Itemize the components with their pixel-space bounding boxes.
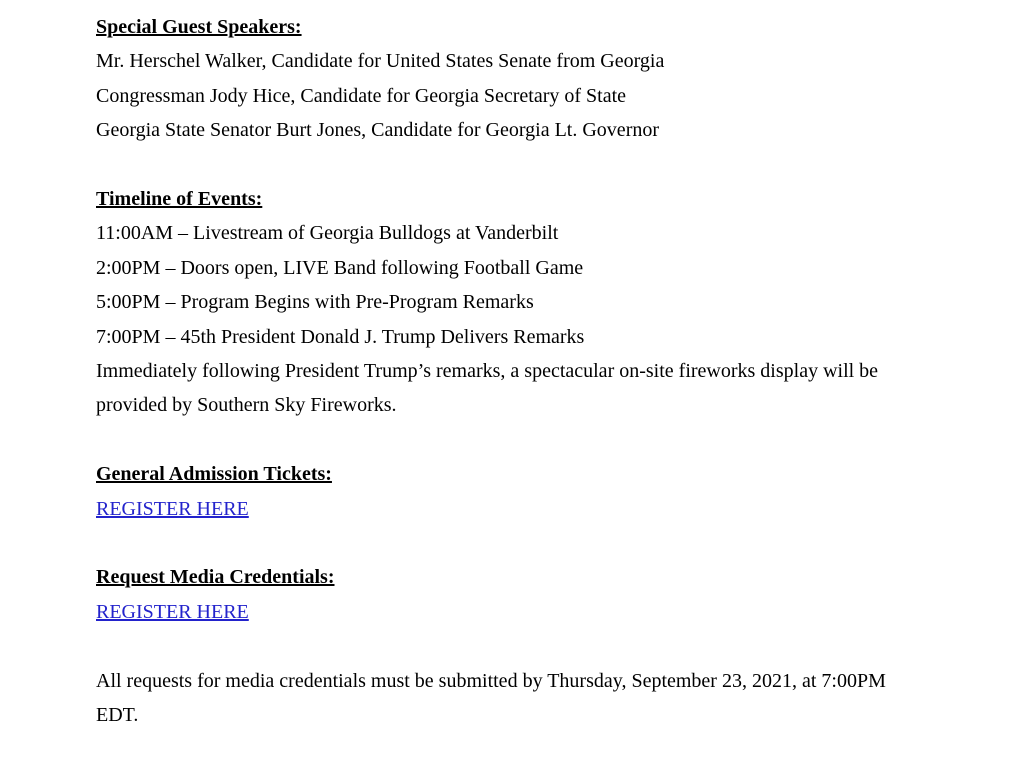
speaker-line: Georgia State Senator Burt Jones, Candidate for Georgia Lt. Governor [96, 119, 660, 142]
timeline-line: 7:00PM – 45th President Donald J. Trump Delivers Remarks [96, 325, 585, 348]
media-heading: Request Media Credentials: [96, 566, 335, 589]
deadline-line: All requests for media credentials must be submitted by Thursday, September 23, 2021, at 7:00PM [96, 669, 886, 692]
timeline-heading: Timeline of Events: [96, 188, 263, 211]
tickets-heading: General Admission Tickets: [96, 463, 332, 486]
tickets-link-line [96, 492, 964, 526]
deadline-line: EDT. [96, 704, 139, 727]
section-media-deadline [96, 664, 964, 733]
section-timeline-of-events [96, 182, 964, 423]
timeline-line: 11:00AM – Livestream of Georgia Bulldogs at Vanderbilt [96, 222, 559, 245]
media-register-link[interactable]: REGISTER HERE [96, 600, 249, 623]
section-general-admission-tickets [96, 457, 964, 526]
speaker-line: Mr. Herschel Walker, Candidate for United States Senate from Georgia [96, 50, 665, 73]
fireworks-note-line: provided by Southern Sky Fireworks. [96, 394, 397, 417]
tickets-register-link[interactable]: REGISTER HERE [96, 497, 249, 520]
timeline-line: 5:00PM – Program Begins with Pre-Program Remarks [96, 291, 534, 314]
speaker-line: Congressman Jody Hice, Candidate for Georgia Secretary of State [96, 84, 627, 107]
speakers-heading: Special Guest Speakers: [96, 16, 302, 38]
media-link-line [96, 595, 964, 629]
fireworks-note-line: Immediately following President Trump’s remarks, a spectacular on-site fireworks display will be [96, 360, 879, 383]
timeline-line: 2:00PM – Doors open, LIVE Band following Football Game [96, 256, 584, 279]
section-special-guest-speakers [96, 10, 964, 148]
section-request-media-credentials [96, 560, 964, 629]
